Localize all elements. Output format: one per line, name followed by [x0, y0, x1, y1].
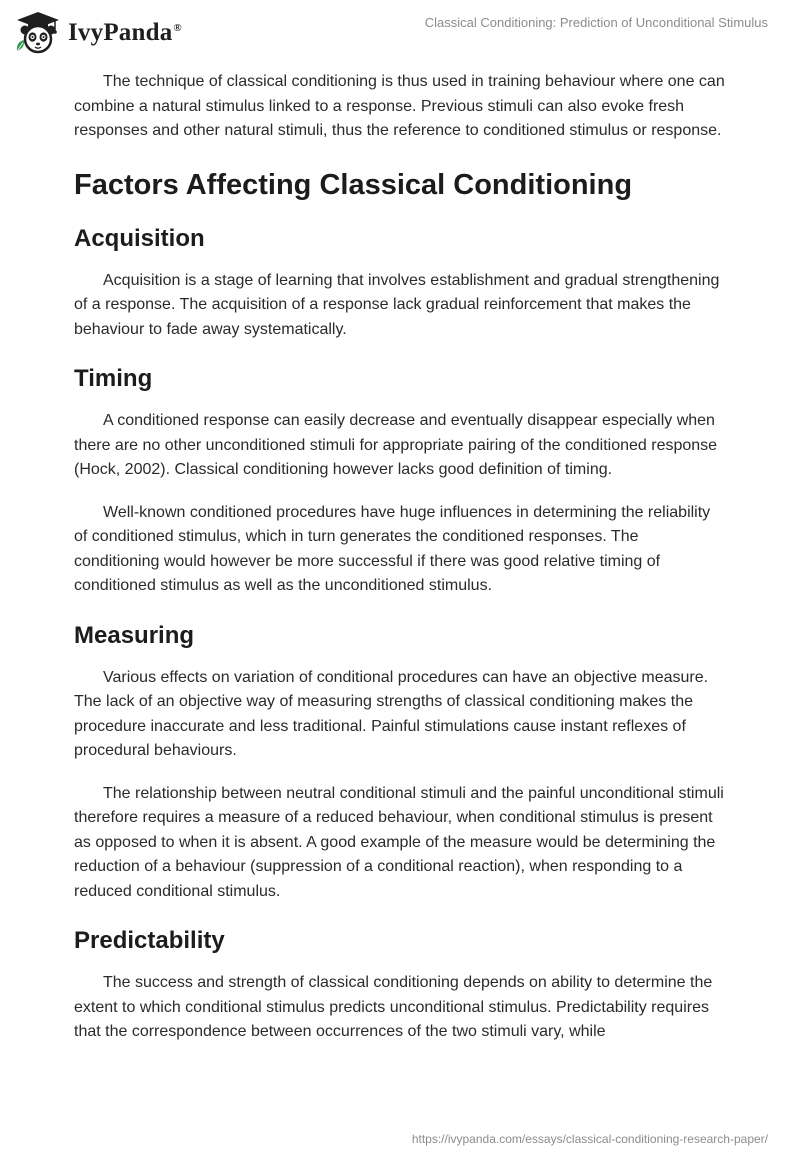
paragraph-timing-2: Well-known conditioned procedures have huge influences in determining the reliability of conditioned stimulus, which in turn generates the conditioned responses. The conditioning would however be more successful if there was good relative timing of conditioned stimulus as well as the unconditioned stimulus. [74, 503, 711, 594]
heading-measuring: Measuring [74, 621, 195, 649]
paragraph-timing-1: A conditioned response can easily decrease and eventually disappear especially when there are no other unconditioned stimuli for appropriate pairing of the conditioned response (Hock, 2002). Classical conditioning however lacks good definition of timing. [74, 412, 718, 478]
ivypanda-logo[interactable] [14, 8, 214, 58]
heading-timing: Timing [74, 365, 153, 392]
paragraph-acquisition: Acquisition is a stage of learning that involves establishment and gradual strengthening of a response. The acquisition of a response lack gradual reinforcement that makes the behaviour to fade away systematically. [74, 271, 720, 338]
panda-graduate-icon [14, 9, 62, 57]
logo-wordmark [68, 19, 182, 47]
essay-body [74, 70, 726, 1063]
heading-factors: Factors Affecting Classical Conditioning [74, 168, 633, 201]
logo-text: IvyPanda [68, 19, 173, 46]
paragraph-measuring-2: The relationship between neutral conditional stimuli and the painful unconditional stimuli therefore requires a measure of a reduced behaviour, when conditional stimulus is present as opposed to when it is absent. A good example of the measure would be determining the reduction of a behaviour (suppression of a conditional reaction), when responding to a reduced conditional stimulus. [74, 784, 724, 900]
heading-predictability: Predictability [74, 927, 225, 954]
heading-acquisition: Acquisition [74, 224, 205, 252]
paragraph-measuring-1: Various effects on variation of conditional procedures can have an objective measure. The lack of an objective way of measuring strengths of classical conditioning makes the procedure inaccurate and less traditional. Painful stimulations cause instant reflexes of procedural behaviours. [74, 668, 709, 759]
page-header [0, 0, 800, 66]
running-title: Classical Conditioning: Prediction of Unconditional Stimulus [424, 15, 768, 30]
registered-mark: ® [173, 21, 182, 34]
paragraph-intro: The technique of classical conditioning is thus used in training behaviour where one can combine a natural stimulus linked to a response. Previous stimuli can also evoke fresh responses and other natural stimuli, thus the reference to conditioned stimulus or response. [74, 73, 725, 139]
paragraph-predictability: The success and strength of classical conditioning depends on ability to determine the extent to which conditional stimulus predicts unconditional stimulus. Predictability requires that the correspondence between occurrences of the two stimuli vary, while [74, 974, 713, 1040]
source-url[interactable]: https://ivypanda.com/essays/classical-conditioning-research-paper/ [411, 1132, 768, 1146]
